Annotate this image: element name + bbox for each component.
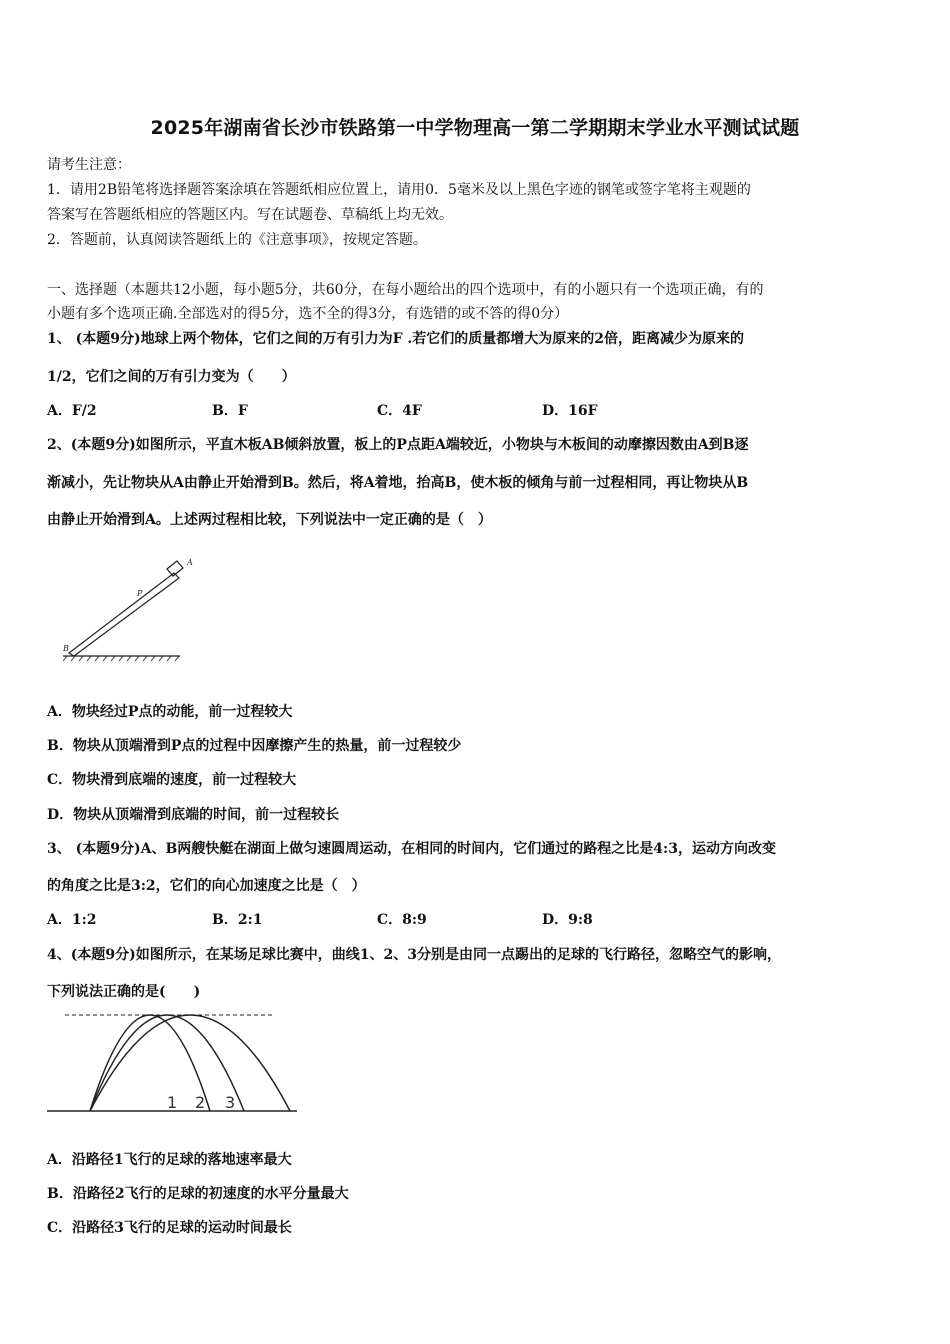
question-3-option-c: C．8:9 xyxy=(377,912,427,928)
question-1-option-c: C．4F xyxy=(377,403,422,419)
question-3-line-1: 3、 (本题9分)A、B两艘快艇在湖面上做匀速圆周运动，在相同的时间内，它们通过的路程之比是4:3，运动方向改变 xyxy=(47,841,776,857)
question-1-line-1: 1、 (本题9分)地球上两个物体，它们之间的万有引力为F .若它们的质量都增大为原来的2倍，距离减少为原来的 xyxy=(47,331,745,347)
question-2-option-b: B．物块从顶端滑到P点的过程中因摩擦产生的热量，前一过程较少 xyxy=(47,738,462,754)
notice-line-3: 2．答题前，认真阅读答题纸上的《注意事项》，按规定答题。 xyxy=(47,232,427,248)
question-3-option-b: B．2:1 xyxy=(212,912,263,928)
question-2-option-a: A．物块经过P点的动能，前一过程较大 xyxy=(47,704,293,720)
question-4-option-c: C．沿路径3飞行的足球的运动时间最长 xyxy=(47,1220,292,1236)
section-header-line-2: 小题有多个选项正确.全部选对的得5分，选不全的得3分，有选错的或不答的得0分） xyxy=(47,306,569,322)
question-4-option-a: A．沿路径1飞行的足球的落地速率最大 xyxy=(47,1152,292,1168)
question-4-line-1: 4、(本题9分)如图所示，在某场足球比赛中，曲线1、2、3分别是由同一点踢出的足球的飞行路径，忽略空气的影响， xyxy=(47,947,781,963)
notice-line-2: 答案写在答题纸相应的答题区内。写在试题卷、草稿纸上均无效。 xyxy=(47,207,453,223)
question-1-option-b: B．F xyxy=(212,403,248,419)
question-1-option-a: A．F/2 xyxy=(47,403,97,419)
question-1-option-d: D．16F xyxy=(542,403,598,419)
page-title: 2025年湖南省长沙市铁路第一中学物理高一第二学期期末学业水平测试试题 xyxy=(150,117,800,139)
notice-line-1: 1．请用2B铅笔将选择题答案涂填在答题纸相应位置上，请用0．5毫米及以上黑色字迹的钢笔或签字笔将主观题的 xyxy=(47,182,751,198)
question-3-option-a: A．1:2 xyxy=(47,912,97,928)
question-3-line-2: 的角度之比是3:2，它们的向心加速度之比是（ ） xyxy=(47,878,366,894)
label-a: A xyxy=(187,558,193,567)
label-path-3: 3 xyxy=(225,1093,236,1112)
question-2-line-3: 由静止开始滑到A。上述两过程相比较，下列说法中一定正确的是（ ） xyxy=(47,512,492,528)
label-b: B xyxy=(63,644,69,653)
label-p: P xyxy=(137,589,143,598)
question-2-line-2: 渐减小，先让物块从A由静止开始滑到B。然后，将A着地，抬高B，使木板的倾角与前一过程相同，再让物块从B xyxy=(47,475,749,491)
question-2-option-d: D．物块从顶端滑到底端的时间，前一过程较长 xyxy=(47,807,340,823)
label-path-2: 2 xyxy=(195,1093,206,1112)
question-1-line-2: 1/2，它们之间的万有引力变为（ ） xyxy=(47,369,296,385)
question-2-option-c: C．物块滑到底端的速度，前一过程较大 xyxy=(47,772,297,788)
question-3-option-d: D．9:8 xyxy=(542,912,593,928)
question-2-line-1: 2、(本题9分)如图所示，平直木板AB倾斜放置，板上的P点距A端较近，小物块与木板间的动摩擦因数由A到B逐 xyxy=(47,437,749,453)
section-header-line-1: 一、选择题（本题共12小题，每小题5分，共60分，在每小题给出的四个选项中，有的小题只有一个选项正确，有的 xyxy=(47,282,764,298)
inclined-board-figure xyxy=(55,555,193,663)
label-path-1: 1 xyxy=(167,1093,178,1112)
question-4-option-b: B．沿路径2飞行的足球的初速度的水平分量最大 xyxy=(47,1186,349,1202)
notice-heading: 请考生注意： xyxy=(47,157,131,173)
question-4-line-2: 下列说法正确的是( ) xyxy=(47,984,201,1000)
football-trajectory-figure xyxy=(45,1008,300,1118)
